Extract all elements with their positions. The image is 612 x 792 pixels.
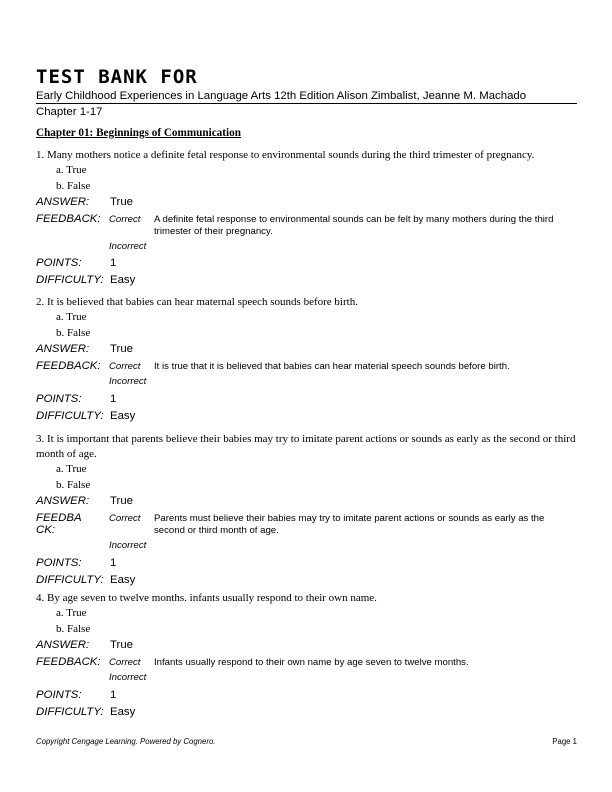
answer-label: ANSWER: [36, 639, 90, 651]
option-b: b. False [56, 179, 91, 192]
feedback-row [36, 656, 577, 671]
option-a: a. True [56, 164, 87, 176]
option-a: a. True [56, 607, 87, 619]
question-text: 1. Many mothers notice a definite fetal response to environmental sounds during the third trimester of pregnancy. [36, 149, 535, 161]
answer-value: True [110, 343, 133, 355]
difficulty-label: DIFFICULTY: [36, 274, 104, 286]
answer-value: True [110, 639, 133, 651]
feedback-correct-text: Parents must believe their babies may try to imitate parent actions or sounds as early as the second or third month of age. [154, 513, 545, 536]
test-bank-page [36, 0, 577, 792]
feedback-label: FEEDBACK: [36, 360, 101, 372]
answer-value: True [110, 196, 133, 208]
option-a: a. True [56, 463, 87, 475]
points-row [36, 689, 577, 706]
option-b: b. False [56, 326, 91, 339]
option-b: b. False [56, 478, 91, 491]
page-title: TEST BANK FOR [36, 66, 198, 88]
points-label: POINTS: [36, 689, 82, 701]
correct-tag: Correct [109, 214, 141, 225]
footer-page-number: Page 1 [552, 737, 577, 746]
feedback-correct-text: It is true that it is believed that babies can hear material speech sounds before birth. [154, 361, 510, 372]
chapter-heading: Chapter 01: Beginnings of Communication [36, 127, 241, 139]
answer-row [36, 196, 577, 213]
feedback-incorrect-row [36, 239, 577, 256]
question-text: 4. By age seven to twelve months. infants usually respond to their own name. [36, 592, 377, 604]
incorrect-tag: Incorrect [109, 241, 147, 252]
question-1 [36, 148, 577, 291]
feedback-row [36, 213, 577, 239]
feedback-label-line-1: FEEDBA [36, 512, 82, 524]
answer-row [36, 639, 577, 656]
feedback-incorrect-row [36, 671, 577, 687]
points-value: 1 [110, 257, 117, 269]
points-label: POINTS: [36, 393, 82, 405]
incorrect-tag: Incorrect [109, 376, 147, 387]
option-b: b. False [56, 622, 91, 635]
difficulty-label: DIFFICULTY: [36, 574, 104, 586]
difficulty-row [36, 706, 577, 723]
points-label: POINTS: [36, 557, 82, 569]
feedback-row [36, 360, 577, 375]
feedback-incorrect-row [36, 375, 577, 391]
correct-tag: Correct [109, 657, 141, 668]
difficulty-label: DIFFICULTY: [36, 410, 104, 422]
question-2 [36, 295, 577, 427]
chapter-range: Chapter 1-17 [36, 106, 103, 118]
answer-row [36, 495, 577, 512]
feedback-incorrect-row [36, 539, 577, 555]
points-row [36, 557, 577, 574]
answer-value: True [110, 495, 133, 507]
answer-label: ANSWER: [36, 196, 90, 208]
points-row [36, 393, 577, 410]
incorrect-tag: Incorrect [109, 672, 147, 683]
question-3 [36, 432, 577, 591]
answer-row [36, 343, 577, 360]
answer-label: ANSWER: [36, 495, 90, 507]
points-value: 1 [110, 689, 117, 701]
points-label: POINTS: [36, 257, 82, 269]
feedback-row [36, 512, 577, 539]
question-text: 2. It is believed that babies can hear maternal speech sounds before birth. [36, 296, 358, 308]
answer-label: ANSWER: [36, 343, 90, 355]
question-4 [36, 591, 577, 723]
difficulty-value: Easy [110, 706, 136, 718]
points-value: 1 [110, 557, 117, 569]
difficulty-label: DIFFICULTY: [36, 706, 104, 718]
difficulty-row [36, 574, 577, 591]
difficulty-row [36, 410, 577, 427]
feedback-correct-text: A definite fetal response to environmental sounds can be felt by many mothers during the third trimester of their pregnancy. [154, 214, 554, 237]
question-text: 3. It is important that parents believe their babies may try to imitate parent actions or sounds as early as the second or third month of age. [36, 433, 576, 460]
feedback-correct-text: Infants usually respond to their own name by age seven to twelve months. [154, 657, 469, 668]
correct-tag: Correct [109, 513, 141, 524]
footer-copyright: Copyright Cengage Learning. Powered by Cognero. [36, 737, 216, 746]
book-subtitle: Early Childhood Experiences in Language Arts 12th Edition Alison Zimbalist, Jeanne M. Machado [36, 90, 527, 102]
points-row [36, 257, 577, 274]
header-rule [36, 103, 577, 104]
feedback-label: FEEDBACK: [36, 656, 101, 668]
feedback-label-line-2: CK: [36, 524, 55, 536]
correct-tag: Correct [109, 361, 141, 372]
difficulty-value: Easy [110, 410, 136, 422]
difficulty-value: Easy [110, 574, 136, 586]
option-a: a. True [56, 311, 87, 323]
difficulty-value: Easy [110, 274, 136, 286]
feedback-label: FEEDBACK: [36, 213, 101, 225]
incorrect-tag: Incorrect [109, 540, 147, 551]
points-value: 1 [110, 393, 117, 405]
difficulty-row [36, 274, 577, 291]
